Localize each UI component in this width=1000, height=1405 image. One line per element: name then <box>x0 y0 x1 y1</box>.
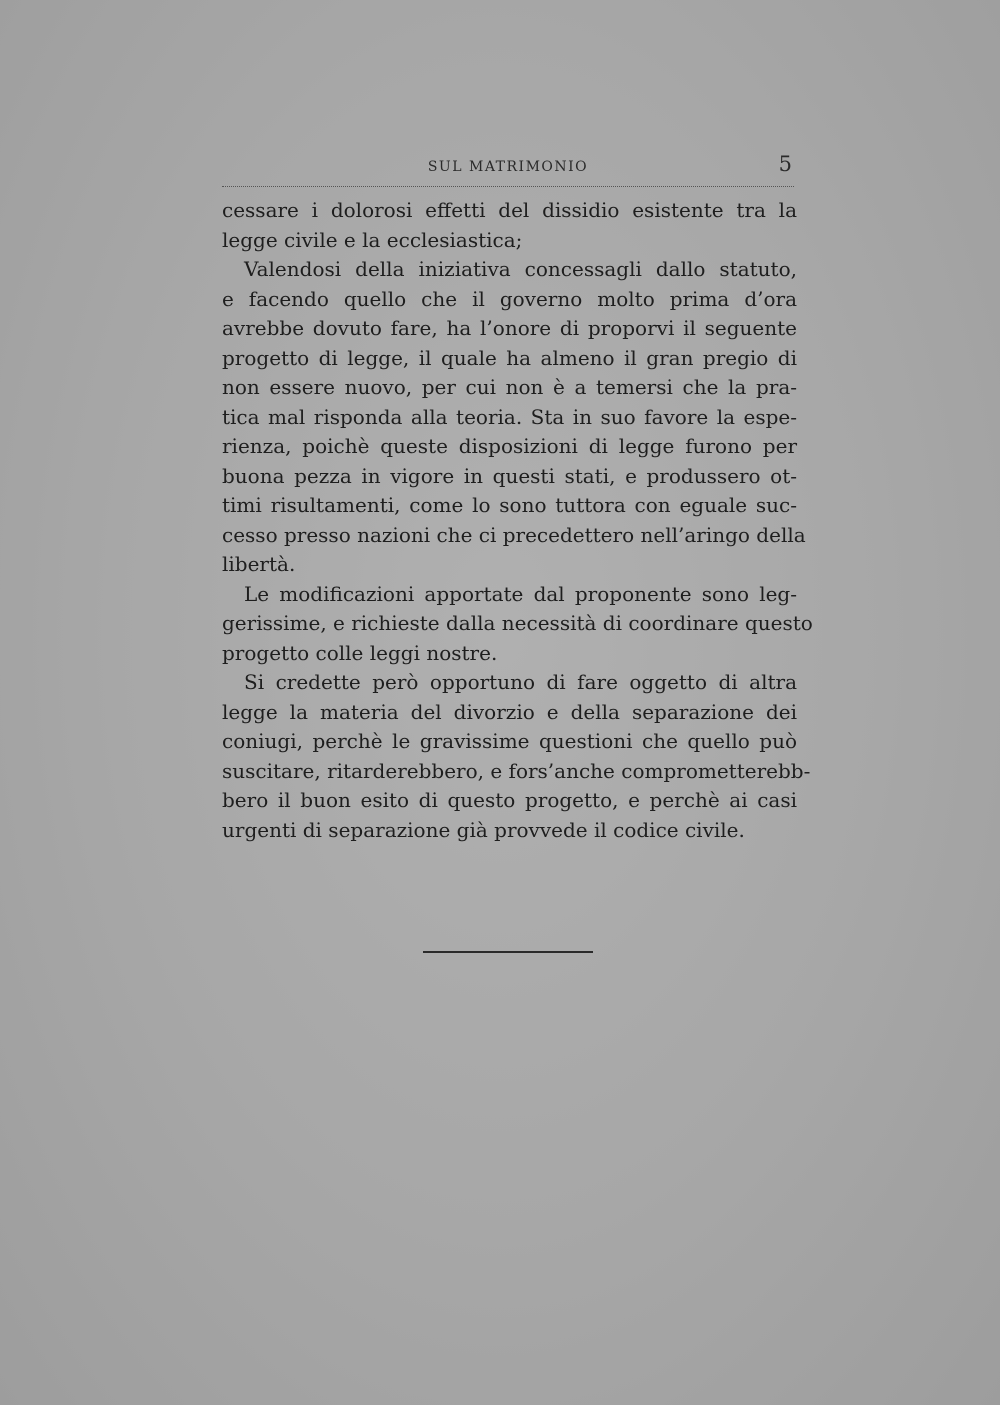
text-line: legge la materia del divorzio e della separazione dei <box>222 699 797 724</box>
text-line: progetto di legge, il quale ha almeno il gran pregio di <box>222 345 797 370</box>
text-line: urgenti di separazione già provvede il codice civile. <box>222 817 745 842</box>
text-line: Si credette però opportuno di fare oggetto di altra <box>244 670 797 694</box>
text-line: tica mal risponda alla teoria. Sta in suo favore la espe- <box>222 404 797 429</box>
page-number: 5 <box>778 152 792 176</box>
text-line: coniugi, perchè le gravissime questioni che quello può <box>222 729 797 753</box>
running-head <box>222 150 794 187</box>
running-title: SUL MATRIMONIO <box>427 159 589 175</box>
text-line: Valendosi della iniziativa concessagli dallo statuto, <box>244 257 797 281</box>
text-line: timi risultamenti, come lo sono tuttora con eguale suc- <box>222 493 797 517</box>
text-line: suscitare, ritarderebbero, e fors’anche comprometterebb- <box>222 758 811 783</box>
text-line: cesso presso nazioni che ci precedettero nell’aringo della <box>222 522 806 547</box>
text-line: progetto colle leggi nostre. <box>222 640 498 665</box>
text-line: rienza, poichè queste disposizioni di legge furono per <box>222 434 797 458</box>
text-line: Le modificazioni apportate dal proponente sono leg- <box>244 581 797 606</box>
text-line: non essere nuovo, per cui non è a temersi che la pra- <box>222 375 797 399</box>
text-line: e facendo quello che il governo molto prima d’ora <box>222 286 797 311</box>
text-line: gerissime, e richieste dalla necessità di coordinare questo <box>222 611 813 635</box>
text-line: cessare i dolorosi effetti del dissidio esistente tra la <box>222 198 797 222</box>
section-end-rule <box>423 951 593 953</box>
body-text <box>222 196 813 845</box>
text-line: buona pezza in vigore in questi stati, e produssero ot- <box>222 463 797 488</box>
text-line: legge civile e la ecclesiastica; <box>222 227 523 252</box>
text-line: libertà. <box>222 552 296 576</box>
text-line: avrebbe dovuto fare, ha l’onore di proporvi il seguente <box>222 316 797 340</box>
text-line: bero il buon esito di questo progetto, e perchè ai casi <box>222 788 797 812</box>
